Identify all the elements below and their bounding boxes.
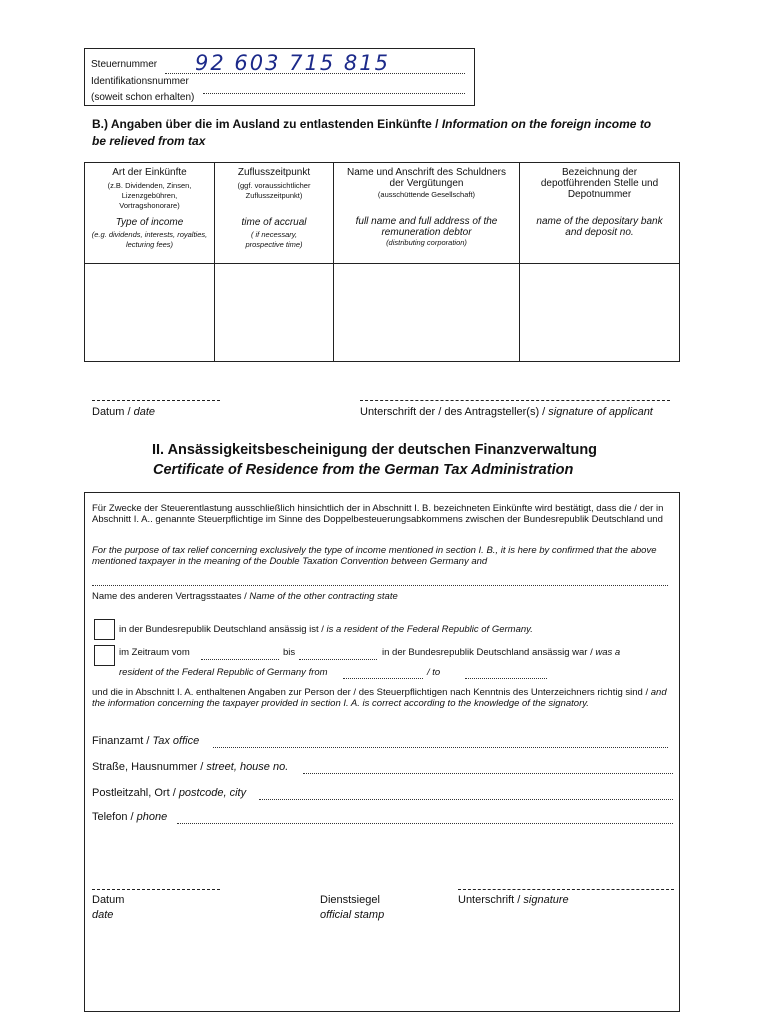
period-label-resident-en: resident of the Federal Republic of Germany from [119,667,328,678]
cert-paragraph-2: und die in Abschnitt I. A. enthaltenen Angaben zur Person der / des Steuerpflichtigen nach Kenntnis des Unterzeichners richtig sind / and the information concerning the taxpayer provided in section I. A. is correct according to the knowledge of the signatory. [92,687,667,709]
period-label-to-en: / to [427,667,441,678]
resident-checkbox[interactable] [94,619,115,640]
col-type-of-income: Art der Einkünfte (z.B. Dividenden, Zinsen, Lizenzgebühren, Vortragshonorare) Type of income (e.g. dividends, interests, royalties, lecturing fees) [85,163,215,361]
col-debtor: Name und Anschrift des Schuldners der Vergütungen (ausschüttende Gesellschaft) full name and full address of the remuneration debtor (distributing corporation) [334,163,520,361]
postcode-label: Postleitzahl, Ort / postcode, city [92,787,247,799]
tax-office-field[interactable] [213,747,668,748]
resident-checkbox-label: in der Bundesrepublik Deutschland ansässig ist / is a resident of the Federal Republic of Germany. [119,624,533,635]
certificate-box [84,492,680,1012]
idnr-note: (soweit schon erhalten) [91,92,195,103]
cert-paragraph-en: For the purpose of tax relief concerning exclusively the type of income mentioned in section I. B., it is here by confirmed that the above mentioned taxpayer in the meaning of the Double Taxation Convention between Germany and [92,545,657,567]
applicant-signature-line [360,400,670,401]
steuernummer-label: Steuernummer [91,59,158,70]
period-to-field-en[interactable] [465,678,547,679]
cert-date-label-en: date [92,909,114,921]
period-resident-checkbox[interactable] [94,645,115,666]
col-depositary: Bezeichnung der depotführenden Stelle und Depotnummer name of the depositary bank and deposit no. [536,167,663,238]
col-time-of-accrual: Zuflusszeitpunkt (ggf. voraussichtlicher Zuflusszeitpunkt) time of accrual ( if necessary, prospective time) [215,163,334,361]
phone-field[interactable] [177,823,673,824]
tax-id-box [84,48,475,106]
period-label-resident: in der Bundesrepublik Deutschland ansässig war / was a [382,647,621,658]
stamp-label: Dienstsiegel [320,894,380,906]
cert-date-line [92,889,220,890]
cert-date-label: Datum [92,894,125,906]
stamp-label-en: official stamp [320,909,385,921]
street-field[interactable] [303,773,673,774]
period-to-field[interactable] [299,659,377,660]
other-state-label: Name des anderen Vertragsstaates / Name of the other contracting state [92,591,398,602]
period-label-from: im Zeitraum vom [119,647,190,658]
applicant-date-line [92,400,220,401]
applicant-signature-label: Unterschrift der / des Antragsteller(s) / signature of applicant [360,406,653,418]
idnr-label: Identifikationsnummer [91,76,189,87]
section-b-title: B.) Angaben über die im Ausland zu entlastenden Einkünfte / Information on the foreign income to be relieved from tax [92,117,652,148]
cert-signature-label: Unterschrift / signature [458,894,569,906]
period-from-field-en[interactable] [343,678,423,679]
period-from-field[interactable] [201,659,279,660]
tax-office-label: Finanzamt / Tax office [92,735,200,747]
applicant-date-label: Datum / date [92,406,155,418]
income-table [84,162,680,362]
postcode-field[interactable] [259,799,673,800]
street-label: Straße, Hausnummer / street, house no. [92,761,289,773]
section-ii-title: II. Ansässigkeitsbescheinigung der deutschen Finanzverwaltung Certificate of Residence from the German Tax Administration [152,442,598,478]
other-state-line [92,585,668,586]
cert-paragraph-de: Für Zwecke der Steuerentlastung ausschließlich hinsichtlich der in Abschnitt I. B. bezeichneten Einkünfte wird bestätigt, dass die / der in Abschnitt I. A.. genannte Steuerpflichtige im Sinne des Doppelbesteuerungsabkommens zwischen der Bundesrepublik Deutschland und [92,503,664,525]
phone-label: Telefon / phone [92,811,168,823]
steuernummer-handwritten: 92 603 715 815 [195,51,390,75]
idnr-line [203,93,465,94]
period-label-to: bis [283,647,296,658]
cert-signature-line [458,889,674,890]
